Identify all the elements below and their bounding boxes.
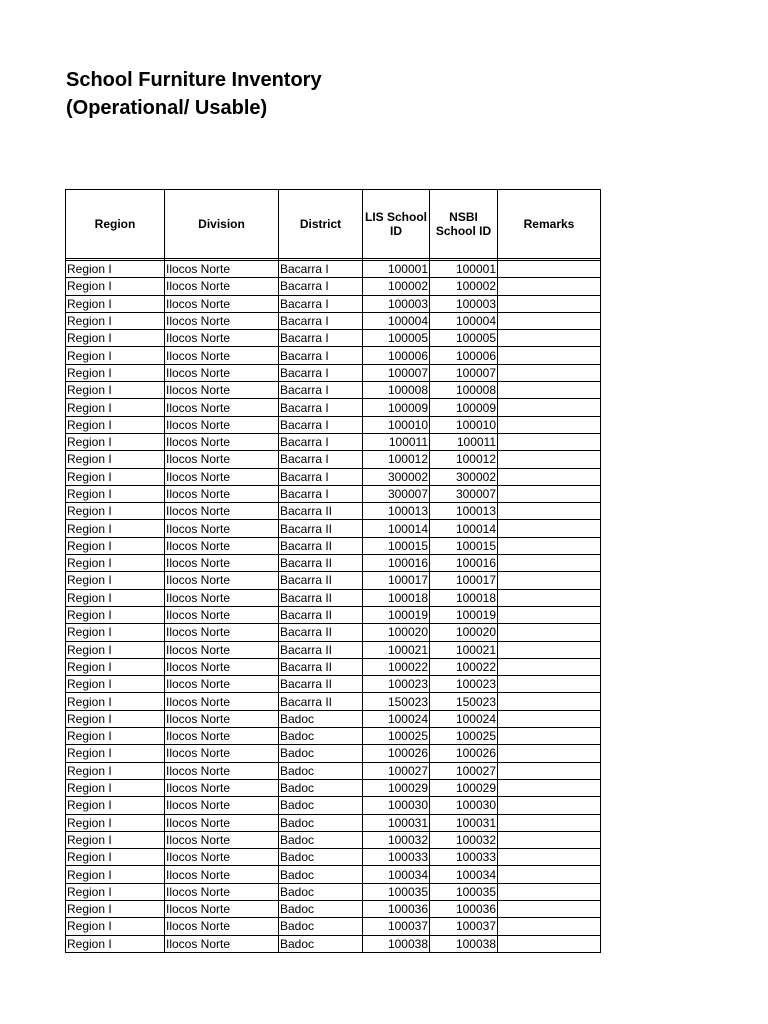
cell-district: Bacarra I [279, 330, 363, 347]
cell-remarks [498, 624, 601, 641]
cell-lis-school-id: 100033 [363, 849, 430, 866]
cell-division: Ilocos Norte [165, 520, 279, 537]
cell-district: Badoc [279, 918, 363, 935]
table-row [66, 364, 601, 381]
cell-division: Ilocos Norte [165, 745, 279, 762]
table-row [66, 900, 601, 917]
cell-remarks [498, 658, 601, 675]
table-row [66, 676, 601, 693]
cell-region: Region I [66, 278, 165, 295]
cell-district: Badoc [279, 935, 363, 952]
cell-region: Region I [66, 831, 165, 848]
cell-lis-school-id: 100004 [363, 312, 430, 329]
table-row [66, 468, 601, 485]
cell-lis-school-id: 300002 [363, 468, 430, 485]
cell-district: Bacarra II [279, 589, 363, 606]
cell-lis-school-id: 100032 [363, 831, 430, 848]
cell-lis-school-id: 100018 [363, 589, 430, 606]
cell-nsbi-school-id: 100022 [430, 658, 498, 675]
cell-division: Ilocos Norte [165, 382, 279, 399]
cell-nsbi-school-id: 100037 [430, 918, 498, 935]
cell-lis-school-id: 100022 [363, 658, 430, 675]
cell-division: Ilocos Norte [165, 831, 279, 848]
table-row [66, 728, 601, 745]
cell-lis-school-id: 100019 [363, 606, 430, 623]
cell-nsbi-school-id: 100030 [430, 797, 498, 814]
table-row [66, 416, 601, 433]
cell-nsbi-school-id: 100017 [430, 572, 498, 589]
table-row [66, 555, 601, 572]
cell-lis-school-id: 100023 [363, 676, 430, 693]
table-row [66, 312, 601, 329]
cell-nsbi-school-id: 100018 [430, 589, 498, 606]
cell-district: Badoc [279, 849, 363, 866]
table-row [66, 831, 601, 848]
cell-nsbi-school-id: 100021 [430, 641, 498, 658]
cell-division: Ilocos Norte [165, 779, 279, 796]
cell-division: Ilocos Norte [165, 624, 279, 641]
cell-remarks [498, 312, 601, 329]
cell-division: Ilocos Norte [165, 416, 279, 433]
cell-remarks [498, 330, 601, 347]
cell-remarks [498, 641, 601, 658]
cell-lis-school-id: 100029 [363, 779, 430, 796]
cell-lis-school-id: 100038 [363, 935, 430, 952]
cell-division: Ilocos Norte [165, 641, 279, 658]
cell-district: Badoc [279, 762, 363, 779]
cell-division: Ilocos Norte [165, 797, 279, 814]
cell-nsbi-school-id: 100033 [430, 849, 498, 866]
cell-district: Bacarra I [279, 261, 363, 278]
table-row [66, 641, 601, 658]
cell-lis-school-id: 100012 [363, 451, 430, 468]
cell-lis-school-id: 100008 [363, 382, 430, 399]
cell-lis-school-id: 100015 [363, 537, 430, 554]
cell-region: Region I [66, 866, 165, 883]
header-lis-school-id [363, 190, 430, 259]
table-row [66, 814, 601, 831]
cell-nsbi-school-id: 100006 [430, 347, 498, 364]
cell-region: Region I [66, 537, 165, 554]
cell-region: Region I [66, 728, 165, 745]
cell-remarks [498, 503, 601, 520]
cell-lis-school-id: 100031 [363, 814, 430, 831]
cell-division: Ilocos Norte [165, 485, 279, 502]
cell-division: Ilocos Norte [165, 589, 279, 606]
cell-lis-school-id: 100020 [363, 624, 430, 641]
cell-nsbi-school-id: 100036 [430, 900, 498, 917]
cell-lis-school-id: 100009 [363, 399, 430, 416]
cell-region: Region I [66, 797, 165, 814]
header-row [66, 190, 601, 259]
header-lis-line1: LIS School [364, 210, 427, 224]
cell-remarks [498, 866, 601, 883]
cell-division: Ilocos Norte [165, 555, 279, 572]
table-row [66, 658, 601, 675]
cell-remarks [498, 382, 601, 399]
cell-division: Ilocos Norte [165, 295, 279, 312]
cell-district: Bacarra II [279, 624, 363, 641]
cell-remarks [498, 278, 601, 295]
cell-district: Bacarra I [279, 468, 363, 485]
table-row [66, 849, 601, 866]
cell-nsbi-school-id: 100005 [430, 330, 498, 347]
cell-remarks [498, 745, 601, 762]
cell-remarks [498, 779, 601, 796]
cell-nsbi-school-id: 100027 [430, 762, 498, 779]
cell-lis-school-id: 100001 [363, 261, 430, 278]
title-line-2: (Operational/ Usable) [66, 97, 268, 119]
cell-region: Region I [66, 416, 165, 433]
cell-district: Badoc [279, 710, 363, 727]
cell-remarks [498, 883, 601, 900]
cell-region: Region I [66, 261, 165, 278]
cell-division: Ilocos Norte [165, 676, 279, 693]
cell-district: Bacarra I [279, 433, 363, 450]
cell-division: Ilocos Norte [165, 433, 279, 450]
cell-remarks [498, 676, 601, 693]
cell-district: Bacarra II [279, 572, 363, 589]
header-nsbi-school-id [430, 190, 498, 259]
table-row [66, 918, 601, 935]
header-region: Region [66, 190, 165, 259]
cell-district: Bacarra I [279, 399, 363, 416]
table-row [66, 399, 601, 416]
cell-division: Ilocos Norte [165, 312, 279, 329]
cell-nsbi-school-id: 100019 [430, 606, 498, 623]
cell-district: Bacarra II [279, 503, 363, 520]
cell-region: Region I [66, 693, 165, 710]
cell-region: Region I [66, 382, 165, 399]
cell-nsbi-school-id: 100004 [430, 312, 498, 329]
cell-nsbi-school-id: 100001 [430, 261, 498, 278]
cell-remarks [498, 900, 601, 917]
cell-division: Ilocos Norte [165, 762, 279, 779]
cell-lis-school-id: 100005 [363, 330, 430, 347]
cell-division: Ilocos Norte [165, 935, 279, 952]
cell-nsbi-school-id: 100032 [430, 831, 498, 848]
cell-remarks [498, 295, 601, 312]
cell-nsbi-school-id: 300002 [430, 468, 498, 485]
cell-nsbi-school-id: 150023 [430, 693, 498, 710]
table-row [66, 261, 601, 278]
cell-district: Bacarra I [279, 451, 363, 468]
table-row [66, 762, 601, 779]
cell-lis-school-id: 100017 [363, 572, 430, 589]
cell-district: Bacarra I [279, 364, 363, 381]
table-row [66, 606, 601, 623]
cell-district: Badoc [279, 728, 363, 745]
cell-remarks [498, 416, 601, 433]
cell-remarks [498, 468, 601, 485]
cell-lis-school-id: 100034 [363, 866, 430, 883]
table-row [66, 330, 601, 347]
header-remarks: Remarks [498, 190, 601, 259]
cell-region: Region I [66, 572, 165, 589]
cell-region: Region I [66, 710, 165, 727]
cell-nsbi-school-id: 100011 [430, 433, 498, 450]
cell-district: Bacarra I [279, 485, 363, 502]
table-row [66, 382, 601, 399]
cell-district: Bacarra I [279, 382, 363, 399]
table-row [66, 295, 601, 312]
cell-district: Bacarra I [279, 416, 363, 433]
cell-remarks [498, 399, 601, 416]
cell-lis-school-id: 100010 [363, 416, 430, 433]
cell-division: Ilocos Norte [165, 693, 279, 710]
table-row [66, 883, 601, 900]
cell-region: Region I [66, 295, 165, 312]
cell-nsbi-school-id: 100003 [430, 295, 498, 312]
cell-lis-school-id: 100026 [363, 745, 430, 762]
cell-district: Bacarra I [279, 347, 363, 364]
cell-remarks [498, 918, 601, 935]
cell-remarks [498, 433, 601, 450]
cell-remarks [498, 762, 601, 779]
table-row [66, 779, 601, 796]
table-row [66, 572, 601, 589]
table-row [66, 433, 601, 450]
cell-lis-school-id: 100013 [363, 503, 430, 520]
cell-region: Region I [66, 399, 165, 416]
cell-nsbi-school-id: 100026 [430, 745, 498, 762]
cell-division: Ilocos Norte [165, 537, 279, 554]
cell-remarks [498, 555, 601, 572]
cell-region: Region I [66, 641, 165, 658]
cell-nsbi-school-id: 100007 [430, 364, 498, 381]
cell-division: Ilocos Norte [165, 814, 279, 831]
cell-region: Region I [66, 433, 165, 450]
cell-remarks [498, 831, 601, 848]
table-row [66, 624, 601, 641]
cell-division: Ilocos Norte [165, 278, 279, 295]
cell-remarks [498, 728, 601, 745]
cell-remarks [498, 606, 601, 623]
table-row [66, 451, 601, 468]
table-row [66, 745, 601, 762]
cell-division: Ilocos Norte [165, 451, 279, 468]
cell-division: Ilocos Norte [165, 606, 279, 623]
cell-nsbi-school-id: 100031 [430, 814, 498, 831]
cell-remarks [498, 849, 601, 866]
cell-district: Bacarra II [279, 520, 363, 537]
cell-division: Ilocos Norte [165, 918, 279, 935]
cell-region: Region I [66, 485, 165, 502]
cell-nsbi-school-id: 100020 [430, 624, 498, 641]
cell-region: Region I [66, 347, 165, 364]
cell-region: Region I [66, 589, 165, 606]
cell-lis-school-id: 100030 [363, 797, 430, 814]
cell-lis-school-id: 100037 [363, 918, 430, 935]
table-row [66, 589, 601, 606]
cell-district: Badoc [279, 814, 363, 831]
cell-district: Bacarra II [279, 606, 363, 623]
cell-nsbi-school-id: 100023 [430, 676, 498, 693]
cell-lis-school-id: 150023 [363, 693, 430, 710]
cell-region: Region I [66, 676, 165, 693]
table-row [66, 866, 601, 883]
table-row [66, 520, 601, 537]
cell-division: Ilocos Norte [165, 330, 279, 347]
header-division: Division [165, 190, 279, 259]
cell-region: Region I [66, 364, 165, 381]
cell-remarks [498, 935, 601, 952]
cell-division: Ilocos Norte [165, 658, 279, 675]
cell-remarks [498, 451, 601, 468]
cell-lis-school-id: 300007 [363, 485, 430, 502]
cell-lis-school-id: 100027 [363, 762, 430, 779]
cell-division: Ilocos Norte [165, 866, 279, 883]
page-title [66, 66, 322, 122]
cell-nsbi-school-id: 100024 [430, 710, 498, 727]
cell-district: Badoc [279, 831, 363, 848]
cell-region: Region I [66, 918, 165, 935]
cell-nsbi-school-id: 100008 [430, 382, 498, 399]
cell-nsbi-school-id: 100029 [430, 779, 498, 796]
cell-division: Ilocos Norte [165, 399, 279, 416]
cell-region: Region I [66, 883, 165, 900]
cell-nsbi-school-id: 100034 [430, 866, 498, 883]
cell-lis-school-id: 100006 [363, 347, 430, 364]
cell-lis-school-id: 100007 [363, 364, 430, 381]
cell-region: Region I [66, 658, 165, 675]
table-row [66, 710, 601, 727]
cell-district: Bacarra I [279, 312, 363, 329]
cell-remarks [498, 693, 601, 710]
cell-region: Region I [66, 624, 165, 641]
cell-nsbi-school-id: 100009 [430, 399, 498, 416]
cell-lis-school-id: 100025 [363, 728, 430, 745]
cell-division: Ilocos Norte [165, 572, 279, 589]
cell-nsbi-school-id: 100002 [430, 278, 498, 295]
cell-lis-school-id: 100003 [363, 295, 430, 312]
cell-region: Region I [66, 312, 165, 329]
table-row [66, 537, 601, 554]
cell-nsbi-school-id: 100012 [430, 451, 498, 468]
cell-division: Ilocos Norte [165, 347, 279, 364]
cell-region: Region I [66, 849, 165, 866]
cell-remarks [498, 797, 601, 814]
cell-nsbi-school-id: 100015 [430, 537, 498, 554]
cell-nsbi-school-id: 100014 [430, 520, 498, 537]
cell-region: Region I [66, 935, 165, 952]
cell-district: Badoc [279, 745, 363, 762]
table-row [66, 278, 601, 295]
cell-division: Ilocos Norte [165, 849, 279, 866]
cell-nsbi-school-id: 100013 [430, 503, 498, 520]
cell-nsbi-school-id: 300007 [430, 485, 498, 502]
cell-remarks [498, 814, 601, 831]
cell-region: Region I [66, 330, 165, 347]
header-lis-line2: ID [390, 224, 402, 238]
cell-region: Region I [66, 779, 165, 796]
cell-remarks [498, 364, 601, 381]
cell-lis-school-id: 100035 [363, 883, 430, 900]
cell-district: Bacarra I [279, 295, 363, 312]
cell-lis-school-id: 100036 [363, 900, 430, 917]
cell-district: Bacarra I [279, 278, 363, 295]
cell-lis-school-id: 100016 [363, 555, 430, 572]
cell-nsbi-school-id: 100025 [430, 728, 498, 745]
cell-remarks [498, 485, 601, 502]
cell-district: Bacarra II [279, 693, 363, 710]
cell-remarks [498, 347, 601, 364]
cell-division: Ilocos Norte [165, 883, 279, 900]
cell-district: Bacarra II [279, 537, 363, 554]
cell-region: Region I [66, 762, 165, 779]
cell-district: Badoc [279, 883, 363, 900]
cell-region: Region I [66, 520, 165, 537]
cell-remarks [498, 589, 601, 606]
header-nsbi-line2: School ID [435, 224, 492, 238]
cell-region: Region I [66, 606, 165, 623]
inventory-table [65, 189, 601, 953]
cell-division: Ilocos Norte [165, 900, 279, 917]
cell-division: Ilocos Norte [165, 710, 279, 727]
cell-district: Bacarra II [279, 641, 363, 658]
cell-district: Bacarra II [279, 555, 363, 572]
cell-division: Ilocos Norte [165, 364, 279, 381]
cell-region: Region I [66, 900, 165, 917]
cell-region: Region I [66, 814, 165, 831]
cell-lis-school-id: 100011 [363, 433, 430, 450]
cell-lis-school-id: 100002 [363, 278, 430, 295]
cell-division: Ilocos Norte [165, 503, 279, 520]
cell-remarks [498, 520, 601, 537]
cell-district: Bacarra II [279, 658, 363, 675]
cell-region: Region I [66, 468, 165, 485]
table-row [66, 693, 601, 710]
cell-remarks [498, 710, 601, 727]
cell-district: Badoc [279, 900, 363, 917]
table-row [66, 797, 601, 814]
table-row [66, 347, 601, 364]
cell-remarks [498, 572, 601, 589]
cell-region: Region I [66, 451, 165, 468]
cell-region: Region I [66, 745, 165, 762]
cell-nsbi-school-id: 100010 [430, 416, 498, 433]
header-nsbi-line1: NSBI [449, 210, 478, 224]
cell-division: Ilocos Norte [165, 728, 279, 745]
cell-region: Region I [66, 503, 165, 520]
title-line-1: School Furniture Inventory [66, 69, 322, 91]
cell-nsbi-school-id: 100016 [430, 555, 498, 572]
cell-region: Region I [66, 555, 165, 572]
cell-lis-school-id: 100024 [363, 710, 430, 727]
table-row [66, 503, 601, 520]
table-row [66, 485, 601, 502]
cell-district: Badoc [279, 866, 363, 883]
header-district: District [279, 190, 363, 259]
cell-division: Ilocos Norte [165, 261, 279, 278]
cell-remarks [498, 261, 601, 278]
cell-division: Ilocos Norte [165, 468, 279, 485]
cell-district: Badoc [279, 797, 363, 814]
cell-district: Bacarra II [279, 676, 363, 693]
cell-nsbi-school-id: 100035 [430, 883, 498, 900]
cell-nsbi-school-id: 100038 [430, 935, 498, 952]
cell-remarks [498, 537, 601, 554]
table-row [66, 935, 601, 952]
cell-lis-school-id: 100021 [363, 641, 430, 658]
cell-district: Badoc [279, 779, 363, 796]
cell-lis-school-id: 100014 [363, 520, 430, 537]
